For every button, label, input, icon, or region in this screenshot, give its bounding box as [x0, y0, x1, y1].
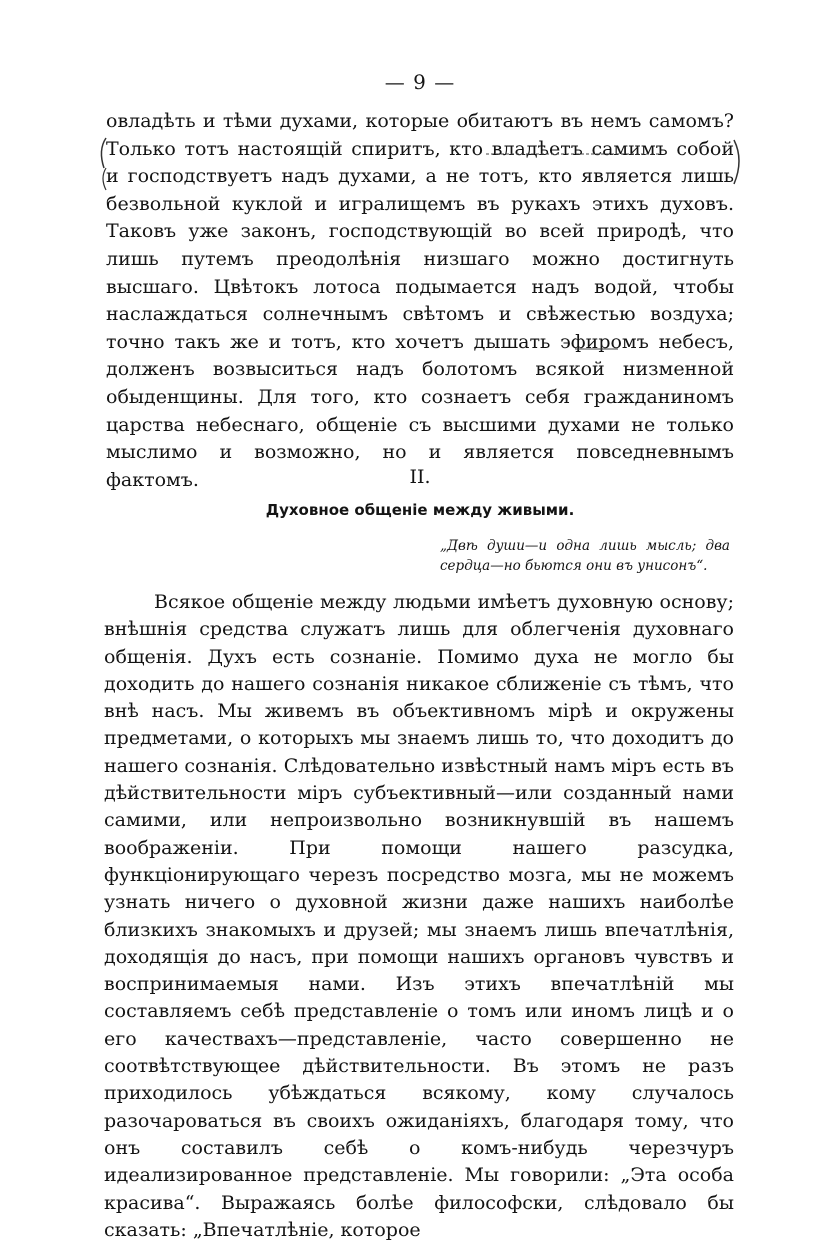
epigraph: „Двѣ души—и одна лишь мысль; два сердца—но бьются они въ унисонъ“.	[440, 538, 730, 574]
paragraph: овладѣть и тѣми духами, которые обитаютъ въ немъ самомъ? Только тотъ настоящій спиритъ, кто владѣетъ самимъ собой и господствуетъ надъ духами, а не тотъ, кто является лишь безвольной куклой и игралищемъ въ рукахъ этихъ духовъ. Таковъ уже законъ, господствующій во всей природѣ, что лишь путемъ преодолѣнія низшаго можно достигнуть высшаго. Цвѣтокъ лотоса подымается надъ водой, чтобы наслаждаться солнечнымъ свѣтомъ и свѣжестью воздуха; точно такъ же и тотъ, кто хочетъ дышать эфиромъ небесъ, долженъ возвыситься надъ болотомъ всякой низменной обыденщины. Для того, кто сознаетъ себя гражданиномъ царства небеснаго, общеніе съ высшими духами не только мыслимо и возможно, но и является повседневнымъ фактомъ.	[106, 110, 734, 491]
section-title: Духовное общеніе между живыми.	[265, 501, 575, 519]
main-paragraph-block	[104, 589, 734, 1244]
opening-paragraph-block	[106, 108, 734, 494]
page-number: — 9 —	[384, 70, 456, 94]
paragraph: Всякое общеніе между людьми имѣетъ духовную основу; внѣшнія средства служатъ лишь для облегченія духовнаго общенія. Духъ есть сознаніе. Помимо духа не могло бы доходить до нашего сознанія никакое сближеніе съ тѣмъ, что внѣ насъ. Мы живемъ въ объективномъ мірѣ и окружены предметами, о которыхъ мы знаемъ лишь то, что доходитъ до нашего сознанія. Слѣдовательно извѣстный намъ міръ есть въ дѣйствительности міръ субъективный—или созданный нами самими, или непроизвольно возникнувшій въ нашемъ воображеніи. При помощи нашего разсудка, функціонирующаго черезъ посредство мозга, мы не можемъ узнать ничего о духовной жизни даже нашихъ наиболѣе близкихъ знакомыхъ и друзей; мы знаемъ лишь впечатлѣнія, доходящія до насъ, при помощи нашихъ органовъ чувствъ и воспринимаемыя нами. Изъ этихъ впечатлѣній мы составляемъ себѣ представленіе о томъ или иномъ лицѣ и о его качествахъ—представленіе, часто совершенно не соотвѣтствующее дѣйствительности. Въ этомъ не разъ приходилось убѣждаться всякому, кому случалось разочароваться въ своихъ ожиданіяхъ, благодаря тому, что онъ составилъ себѣ о комъ-нибудь черезчуръ идеализированное представленіе. Мы говорили: „Эта особа красива“. Выражаясь болѣе философски, слѣдовало бы сказать: „Впечатлѣніе, которое	[104, 591, 734, 1241]
right-bracket-mark	[734, 140, 739, 184]
section-numeral: II.	[409, 466, 431, 488]
